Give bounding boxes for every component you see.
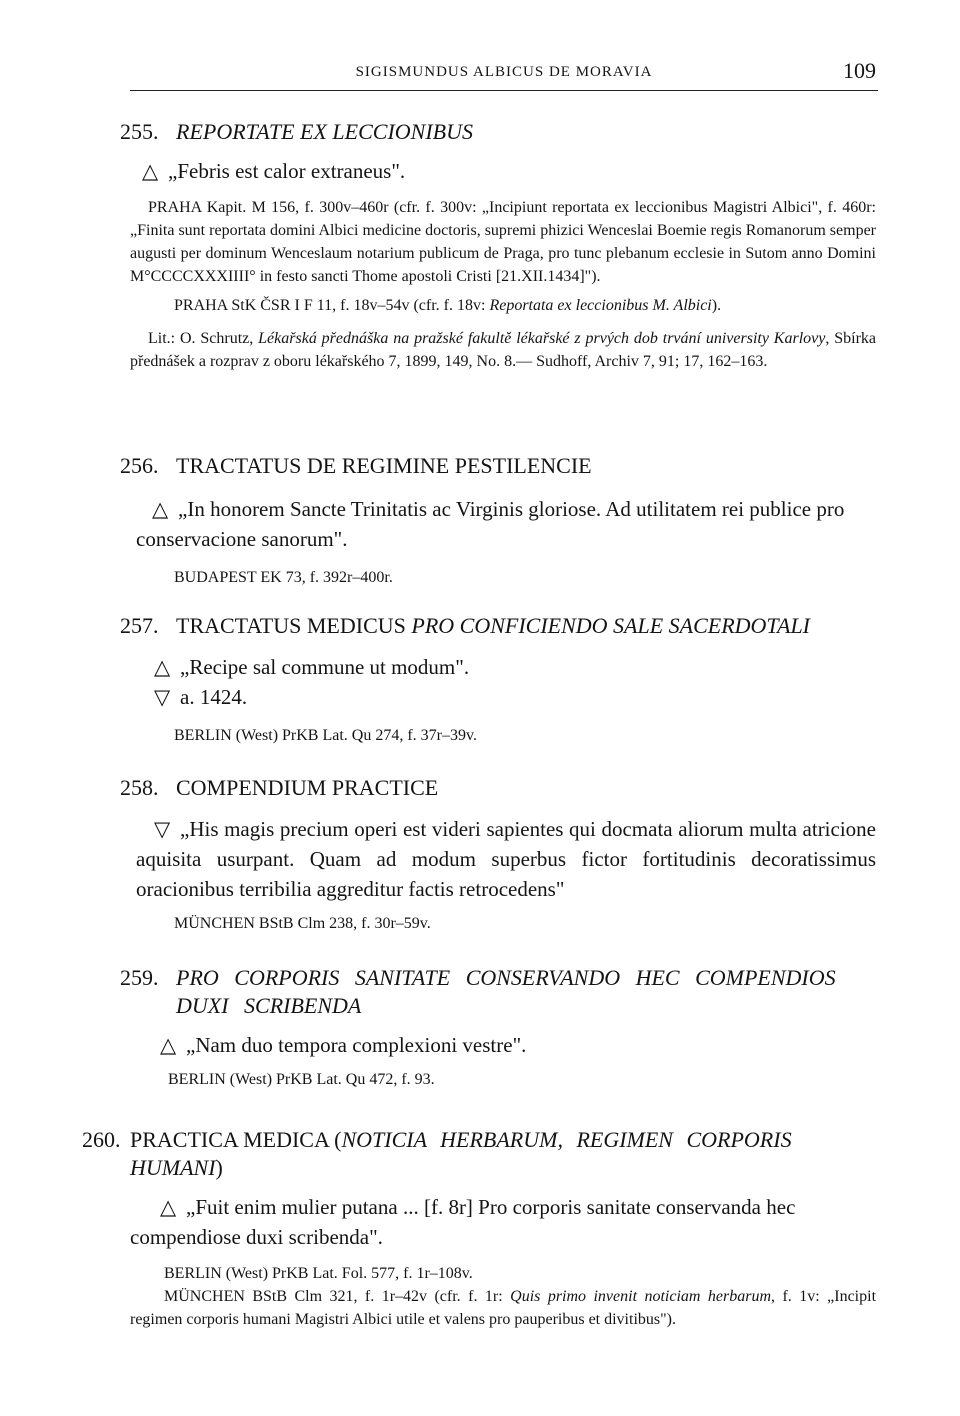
entry-255 — [120, 118, 876, 373]
entry-title-suffix: ) — [215, 1155, 223, 1180]
entry-heading — [120, 612, 876, 640]
incipit-text: „Nam duo tempora complexioni vestre". — [186, 1033, 527, 1057]
entry-heading — [120, 118, 876, 146]
manuscript-entry: BERLIN (West) PrKB Lat. Qu 274, f. 37r–39v. — [174, 727, 477, 744]
entry-number: 257. — [120, 613, 159, 638]
lit-prefix: Lit.: O. Schrutz, — [148, 330, 259, 347]
explicit-text: a. 1424. — [180, 685, 248, 709]
incipit — [136, 814, 876, 904]
entry-heading — [120, 964, 876, 1020]
entry-257 — [120, 612, 876, 747]
incipit-text: „Recipe sal commune ut modum". — [180, 655, 470, 679]
incipit — [142, 156, 876, 186]
incipit-text: „Febris est calor extraneus". — [168, 159, 406, 183]
entry-title-roman: PRACTICA MEDICA ( — [130, 1127, 342, 1152]
triangle-up-icon — [152, 494, 178, 524]
entry-number: 260. — [82, 1127, 121, 1152]
entry-title: PRO CORPORIS SANITATE CONSERVANDO HEC COMPENDIOS DUXI SCRIBENDA — [176, 965, 836, 1018]
lit-suffix: , Sbírka přednášek a rozprav z oboru lékařského 7, 1899, 149, No. 8.— Sudhoff, Archiv 7, 91; 17, 162–163. — [130, 330, 877, 370]
ms-prefix: PRAHA StK ČSR I F 11, f. 18v–54v (cfr. f. 18v: — [174, 297, 490, 314]
manuscript-entry: MÜNCHEN BStB Clm 238, f. 30r–59v. — [174, 915, 431, 932]
entry-number: 259. — [120, 965, 159, 990]
entry-title-italic: NOTICIA HERBARUM, REGIMEN CORPORIS HUMANI — [130, 1127, 792, 1180]
ms-italic: Reportata ex leccionibus M. Albici — [489, 297, 712, 314]
page-header — [130, 58, 878, 91]
entry-256 — [120, 452, 876, 589]
incipit-text: „In honorem Sancte Trinitatis ac Virginis gloriose. Ad utilitatem rei publice pro conservacione sanorum". — [136, 497, 845, 551]
entry-260 — [82, 1126, 876, 1331]
triangle-up-icon — [142, 156, 168, 186]
ms-prefix: MÜNCHEN BStB Clm 321, f. 1r–42v (cfr. f. 1r: — [164, 1288, 511, 1305]
entry-number: 255. — [120, 119, 159, 144]
triangle-up-icon — [160, 1030, 186, 1060]
page-number: 109 — [843, 58, 876, 83]
manuscript-entry: BERLIN (West) PrKB Lat. Qu 472, f. 93. — [168, 1071, 435, 1088]
entry-title: TRACTATUS DE REGIMINE PESTILENCIE — [176, 453, 592, 478]
explicit — [154, 682, 876, 712]
manuscript-entry-2 — [174, 294, 876, 317]
entry-number: 256. — [120, 453, 159, 478]
entry-title-roman: TRACTATUS MEDICUS — [176, 613, 412, 638]
ms-suffix: ). — [711, 297, 722, 314]
manuscript-list — [130, 196, 876, 288]
entry-heading — [120, 774, 876, 802]
entry-heading — [82, 1126, 876, 1182]
manuscript-entry-2 — [130, 1285, 876, 1331]
running-title: SIGISMUNDUS ALBICUS DE MORAVIA — [355, 64, 653, 80]
entry-258 — [120, 774, 876, 935]
ms-suffix: , f. 1v: „Incipit regimen corporis humani Magistri Albici utile et valens pro pauperibus et divitibus"). — [130, 1288, 877, 1328]
entry-heading — [120, 452, 876, 480]
incipit-text: „Fuit enim mulier putana ... [f. 8r] Pro corporis sanitate conservanda hec compendiose duxi scribenda". — [130, 1195, 796, 1249]
triangle-up-icon — [160, 1192, 186, 1222]
triangle-down-icon — [154, 682, 180, 712]
literature — [130, 327, 876, 373]
incipit-text: „His magis precium operi est videri sapientes qui docmata aliorum multa atricione aquisita usurpant. Quam ad modum superbus fictor fortitudinis decoratissimus oracionibus terribilia aggreditur factis retrocedens" — [136, 817, 876, 901]
incipit — [160, 1030, 876, 1060]
manuscript-entry-1: BERLIN (West) PrKB Lat. Fol. 577, f. 1r–108v. — [164, 1265, 473, 1282]
entry-number: 258. — [120, 775, 159, 800]
triangle-down-icon — [154, 814, 180, 844]
incipit — [130, 1192, 876, 1252]
lit-italic: Lékařská přednáška na pražské fakultě lékařské z prvých dob trvání university Karlovy — [258, 330, 826, 347]
entry-title-italic: PRO CONFICIENDO SALE SACERDOTALI — [411, 613, 811, 638]
ms-italic: Quis primo invenit noticiam herbarum — [510, 1288, 772, 1305]
triangle-up-icon — [154, 652, 180, 682]
manuscript-entry: PRAHA Kapit. M 156, f. 300v–460r (cfr. f. 300v: „Incipiunt reportata ex leccionibus Magistri Albici", f. 460r: „Finita sunt reportata domini Albici medicine doctoris, supremi phizici Wenceslai Boemie regis Romanorum semper augusti per dominum Wenceslaum notarium publicum de Praga, pro tunc plebanum ecclesie in Sutom anno Domini M°CCCCXXXIIII° in festo sancti Thome apostoli Cristi [21.XII.1434]"). — [130, 199, 876, 285]
incipit — [154, 652, 876, 682]
manuscript-entry: BUDAPEST EK 73, f. 392r–400r. — [174, 569, 393, 586]
entry-title: REPORTATE EX LECCIONIBUS — [176, 119, 473, 144]
entry-title: COMPENDIUM PRACTICE — [176, 775, 439, 800]
entry-259 — [120, 964, 876, 1091]
incipit — [136, 494, 876, 554]
